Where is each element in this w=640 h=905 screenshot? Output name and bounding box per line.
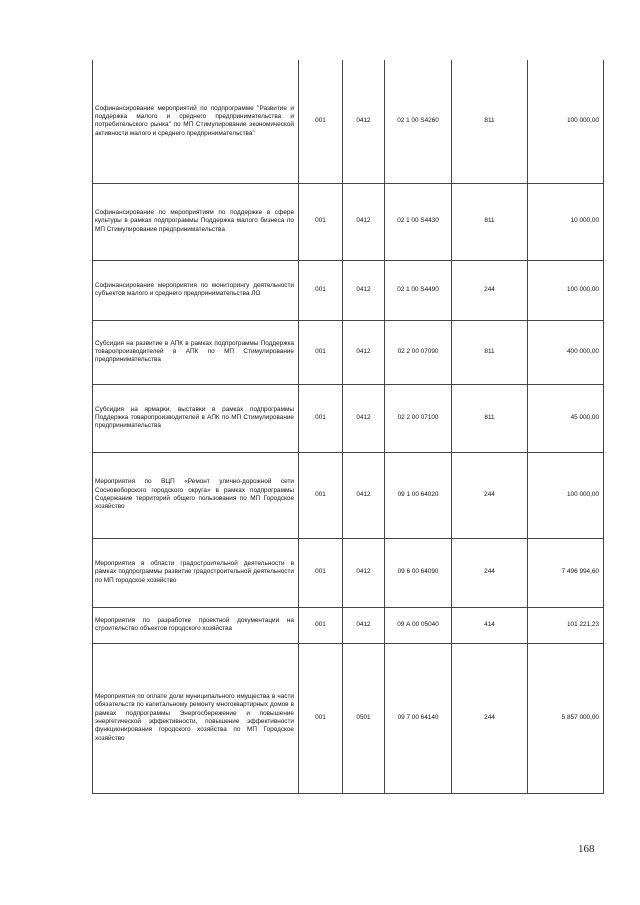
grbs-cell: 001 bbox=[299, 538, 343, 607]
amount-cell: 10 000,00 bbox=[528, 183, 604, 260]
section-cell: 0412 bbox=[343, 607, 385, 643]
amount-cell: 45 000,00 bbox=[528, 384, 604, 452]
expense-type-cell: 414 bbox=[452, 607, 528, 643]
amount-cell: 100 000,00 bbox=[528, 260, 604, 320]
expense-type-cell: 811 bbox=[452, 60, 528, 183]
target-article-cell: 09 7 00 64140 bbox=[385, 643, 452, 793]
section-cell: 0412 bbox=[343, 452, 385, 538]
amount-cell: 100 000,00 bbox=[528, 452, 604, 538]
amount-cell: 7 496 994,60 bbox=[528, 538, 604, 607]
target-article-cell: 09 А 00 05040 bbox=[385, 607, 452, 643]
expense-type-cell: 244 bbox=[452, 260, 528, 320]
expense-type-cell: 244 bbox=[452, 452, 528, 538]
row-name-cell: Субсидия на ярмарки, выставки в рамках подпрограммы Поддержка товаропроизводителей в АПК по МП Стимулирование предпринимательства bbox=[93, 384, 299, 452]
row-name-cell: Мероприятия в области градостроительной деятельности в рамках подпрограммы развитие градостроительной деятельности по МП городское хозяйство bbox=[93, 538, 299, 607]
budget-table-container bbox=[92, 60, 603, 794]
grbs-cell: 001 bbox=[299, 183, 343, 260]
section-cell: 0412 bbox=[343, 320, 385, 384]
grbs-cell: 001 bbox=[299, 643, 343, 793]
table-row bbox=[93, 452, 604, 538]
table-row bbox=[93, 183, 604, 260]
expense-type-cell: 811 bbox=[452, 320, 528, 384]
target-article-cell: 09 1 00 64020 bbox=[385, 452, 452, 538]
expense-type-cell: 811 bbox=[452, 183, 528, 260]
grbs-cell: 001 bbox=[299, 384, 343, 452]
target-article-cell: 02 2 00 07090 bbox=[385, 320, 452, 384]
grbs-cell: 001 bbox=[299, 320, 343, 384]
target-article-cell: 02 2 00 07100 bbox=[385, 384, 452, 452]
table-row bbox=[93, 607, 604, 643]
amount-cell: 100 000,00 bbox=[528, 60, 604, 183]
grbs-cell: 001 bbox=[299, 607, 343, 643]
page-number: 168 bbox=[578, 843, 595, 855]
grbs-cell: 001 bbox=[299, 60, 343, 183]
section-cell: 0412 bbox=[343, 60, 385, 183]
expense-type-cell: 811 bbox=[452, 384, 528, 452]
amount-cell: 400 000,00 bbox=[528, 320, 604, 384]
row-name-cell: Мероприятия по разработке проектной документации на строительство объектов городского хозяйства bbox=[93, 607, 299, 643]
row-name-cell: Софинансирование по мероприятиям по поддержке в сфере культуры в рамках подпрограммы Поддержка малого бизнеса по МП Стимулирование предпринимательства bbox=[93, 183, 299, 260]
table-row bbox=[93, 384, 604, 452]
table-row bbox=[93, 60, 604, 183]
amount-cell: 5 857 000,00 bbox=[528, 643, 604, 793]
target-article-cell: 02 1 00 S4430 bbox=[385, 183, 452, 260]
budget-table bbox=[92, 60, 604, 794]
row-name-cell: Софинансирование мероприятий по подпрограмме "Развитие и поддержка малого и среднего предпринимательства и потребительского рынка" по МП Стимулирование экономической активности малого и среднего предпринимательства" bbox=[93, 60, 299, 183]
section-cell: 0412 bbox=[343, 260, 385, 320]
grbs-cell: 001 bbox=[299, 260, 343, 320]
row-name-cell: Субсидия на развитие в АПК в рамках подпрограммы Поддержка товаропроизводителей в АПК по МП Стимулирование предпринимательства bbox=[93, 320, 299, 384]
table-row bbox=[93, 320, 604, 384]
section-cell: 0412 bbox=[343, 538, 385, 607]
amount-cell: 101 221,23 bbox=[528, 607, 604, 643]
row-name-cell: Мероприятия по оплате доли муниципального имущества в части обязательств по капитальному ремонту многоквартирных домов в рамках подпрограммы Энергосбережение и повышение энергетической эффективности, повышение эффективности функционирования городского хозяйства по МП Городское хозяйство bbox=[93, 643, 299, 793]
section-cell: 0501 bbox=[343, 643, 385, 793]
target-article-cell: 09 6 00 64090 bbox=[385, 538, 452, 607]
target-article-cell: 02 1 00 S4260 bbox=[385, 60, 452, 183]
grbs-cell: 001 bbox=[299, 452, 343, 538]
expense-type-cell: 244 bbox=[452, 643, 528, 793]
table-row bbox=[93, 260, 604, 320]
row-name-cell: Мероприятия по ВЦП «Ремонт улично-дорожной сети Сосновоборского городского округа» в рамках подпрограммы Содержание территорий общего пользования по МП Городское хозяйство bbox=[93, 452, 299, 538]
table-row bbox=[93, 538, 604, 607]
target-article-cell: 02 1 00 S4490 bbox=[385, 260, 452, 320]
row-name-cell: Софинансирование мероприятия по мониторингу деятельности субъектов малого и среднего предпринимательства ЛО bbox=[93, 260, 299, 320]
expense-type-cell: 244 bbox=[452, 538, 528, 607]
section-cell: 0412 bbox=[343, 183, 385, 260]
table-row bbox=[93, 643, 604, 793]
section-cell: 0412 bbox=[343, 384, 385, 452]
